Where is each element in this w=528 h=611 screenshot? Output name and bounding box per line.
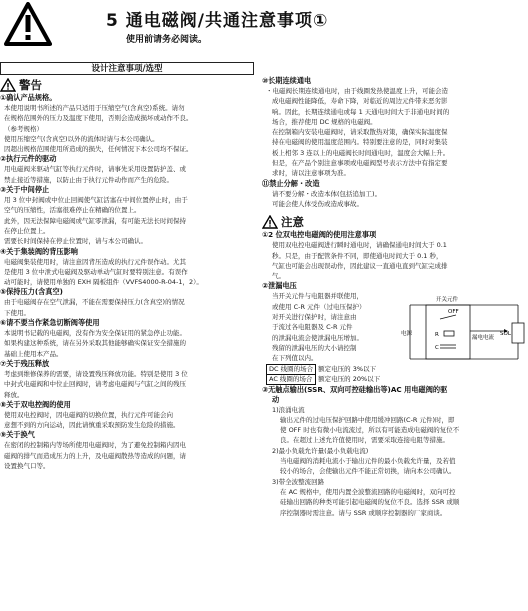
sub-item-head: 3)带全波整流回路 [272,477,325,486]
item-text: 在控制箱内安装电磁阀时，请采取散热对策，确保实际温度保 [272,128,448,137]
item-text: 由于电磁阀存在空气泄漏，不能在需要保持压力(含真空)的情况 [4,298,185,307]
caution-heading-text: 注意 [281,215,304,230]
left-column [0,62,254,471]
item-text: 硅输出回路的种类可能引起电磁阀的复位不良。选择 SSR 或顺 [280,498,460,507]
item-text: 磁阀的排气而造成压力的上升，及电磁阀散热等造成的问题，请 [4,451,186,460]
leak-voltage-table [266,364,383,385]
item-text: 响。因此，长期连续通电或每 1 天通电时间大于非通电时间的 [272,107,450,116]
leak-voltage-block [262,291,526,363]
item-text: 设置换气口等。 [4,462,50,471]
item-title: ⑪禁止分解・改造 [262,178,320,188]
page-title: 5 通电磁阀/共通注意事项① [106,11,329,31]
warning-heading-text: 警告 [19,78,42,92]
item-text: 场合，推荐使用 DC 规格的电磁阀。 [272,117,377,126]
item-text: 的泄漏电流会使泄漏电压增加。 [272,333,363,342]
page-subtitle: 使用前请务必阅读。 [126,35,208,45]
item-title: ③关于中间停止 [0,185,50,195]
item-text: 考虑到维修保养的需要，请设置残压释放功能。特别是使用 3 位 [4,369,188,378]
item-title: ①2 位双电控电磁阀的使用注意事项 [262,230,377,240]
item-text: 良。在超过上述允许值使用时，需要采取连接电阻等措施。 [280,436,449,445]
warning-heading [0,77,254,93]
item-text: 残留的泄漏电压的大小请控制 [272,343,357,352]
warning-icon [0,78,16,92]
item-text: 使用压缩空气(含真空)以外的流体时请与本公司确认。 [4,134,159,143]
item-title: ⑧关于双电控阀的使用 [0,399,71,409]
off-label: OFF [448,309,459,316]
leak-circuit-diagram [400,291,526,381]
item-title: ⑤保持压力(含真空) [0,287,63,297]
item-text: 输出元件的过电压保护回路中使用缓冲回路(C-R 元件)时，即 [280,415,455,424]
item-text: 板上相邻 3 连以上的电磁阀长时间通电时，温度会大幅上升。 [272,148,450,157]
item-text: 在 AC 规格中，使用内置全波整流回路的电磁阀时，双向可控 [280,487,456,496]
item-text: 但是，在产品个别注意事项或电磁阀型号表示方法中有指定要 [272,159,448,168]
right-column [262,76,526,518]
item-text: 在停止位置上。 [4,226,50,235]
item-text: 可能会使人体受伤或造成事故。 [272,199,363,208]
sub-item-head: 2)最小负载允许量(最小负载电流) [272,446,369,455]
r-label: R [435,332,439,339]
item-text: 此外，因无法保障电磁阀或气缸零泄漏，有可能无法长时间保持 [4,216,186,225]
item-title: ⑨关于换气 [0,430,35,440]
item-title: ②执行元件的驱动 [0,154,57,164]
item-text: 序控制器时需注意。请与 SSR 或顺序控制器的厂家商谈。 [280,508,447,517]
sub-item-head: 1)浪涌电流 [272,405,305,414]
item-text: 禁止接近等措施，以防止由于执行元件动作而产生的危险。 [4,175,173,184]
item-title: ⑥请不要当作紧急切断阀等使用 [0,318,100,328]
item-text: 当电磁阀的消耗电流小于输出元件的最小负载允许量，及若值 [280,457,456,466]
table-cell-value: 额定电压的 20%以下 [318,374,381,383]
item-text: 是使用 3 位中泄式电磁阀及驱动单动气缸时要特别注意。有误作 [4,267,188,276]
item-text: 本说明书记载的电磁阀，没有作为安全保证用的紧急停止功能。 [4,329,186,338]
item-title: ②泄漏电压 [262,281,297,291]
caution-icon [262,215,278,229]
item-text: 成电磁阀性能降低，寿命下降，对临近的周边元件带来恶劣影 [272,97,448,106]
item-text: 求时，请以注意事项为准。 [272,169,350,178]
table-row [267,374,383,384]
item-title: ⑩长期连续通电 [262,76,312,85]
item-title: ③无触点输出(SSR、双向可控硅输出等)AC 用电磁阀的驱 [262,384,448,394]
item-text: 当开关元件与电阻器并联使用， [272,292,363,301]
item-text: 或使用 C-R 元件（过电压保护） [272,302,366,311]
power-label: 电源 [401,331,413,338]
item-text: 空气的压缩性，活塞很难停止在精确的位置上。 [4,206,141,215]
item-text: 在密闭的控制箱内等场所使用电磁阀时，为了避免控制箱内因电 [4,441,186,450]
caution-heading [262,214,526,230]
item-text: 较小的场合，会使输出元件不能正常切换，请向本公司确认。 [280,467,456,476]
item-text: ・电磁阀长期连续通电时，由于线圈发热使温度上升，可能会造 [266,87,448,95]
section-box-title: 设计注意事项/选型 [0,62,254,75]
table-cell-key: AC 线圈的场合 [267,374,316,384]
item-text: 电磁阀集装使用时，请注意因背压造成的执行元件误作动。尤其 [4,257,186,266]
sol-label: SOL [500,331,511,338]
item-text: 使用双电控阀时，因电磁阀的切换位置，执行元件可能会向 [4,410,173,419]
item-text: 在规格范围外的压力及温度下使用，否则会造成损坏或动作不良。 [4,114,193,123]
item-text: 请不要分解・改造本体(包括追加工)。 [272,189,382,198]
item-text: 气缸也可能会出现误动作，因此建议一直通电直到气缸完成排 [272,261,448,270]
item-text: 因超出规格范围使用所造成的损失，任何情况下本公司均不保证。 [4,145,193,154]
table-cell-key: DC 线圈的场合 [267,364,316,374]
item-text: 中封式电磁阀和中位止回阀时，请考虑电磁阀与气缸之间的残压 [4,380,186,389]
switch-label: 开关元件 [436,297,459,304]
item-text: 需要长时间保持在停止位置时，请与本公司确认。 [4,237,147,246]
item-text: 本使用说明书所述的产品只适用于压缩空气(含真空)系统。请勿 [4,104,185,112]
table-row [267,364,383,374]
item-text: 释放。 [4,390,24,399]
table-cell-value: 额定电压的 3%以下 [318,364,377,373]
warning-triangle-icon [4,2,52,46]
item-text: 对开关进行保护时，请注意由 [272,313,357,322]
item-text: 使 OFF 时也有微小电流流过，所以有可能造成电磁阀的复位不 [280,426,460,435]
leak-current-label: 漏电电流 [472,335,495,342]
item-text: 用 3 位中封阀或中位止回阀使气缸活塞在中间位置停止时，由于 [4,196,188,205]
item-text: 于流过各电阻器及 C-R 元件 [272,323,353,332]
c-label: C [435,345,439,352]
item-text: 气。 [272,272,285,281]
item-text: 秒。只是，由于配管条件不同，即使通电时间大于 0.1 秒， [272,251,443,260]
item-text: 使用双电控电磁阀进行瞬时通电时，请确保通电时间大于 0.1 [272,241,447,250]
item-title: ④关于集装阀的背压影响 [0,246,78,256]
item-text: 用电磁阀来驱动气缸等执行元件时，请事先采用设置防护盖、或 [4,165,186,174]
item-text: 意想不到的方向运动，因此请慎重采取预防发生危险的措施。 [4,421,180,430]
item-title-cont: 动 [272,394,280,404]
item-text: 如果构建这种系统，请在另外采取其他能够确实保证安全措施的 [4,339,186,348]
item-text: 持在电磁阀的使用温度范围内。特别要注意的是，同时对集装 [272,138,448,147]
item-text: 基础上使用本产品。 [4,349,63,358]
item-text: 动可能时，请使用单独的 EXH 隔板组件（VVFS4000-R-04-1，2）。 [4,278,203,287]
item-text: （参考规格） [4,124,43,133]
item-text: 在下列值以内。 [272,354,318,363]
page-header [0,0,528,56]
item-title: ①确认产品规格。 [0,93,57,102]
item-text: 下使用。 [4,308,30,317]
item-title: ⑦关于残压释放 [0,358,50,368]
